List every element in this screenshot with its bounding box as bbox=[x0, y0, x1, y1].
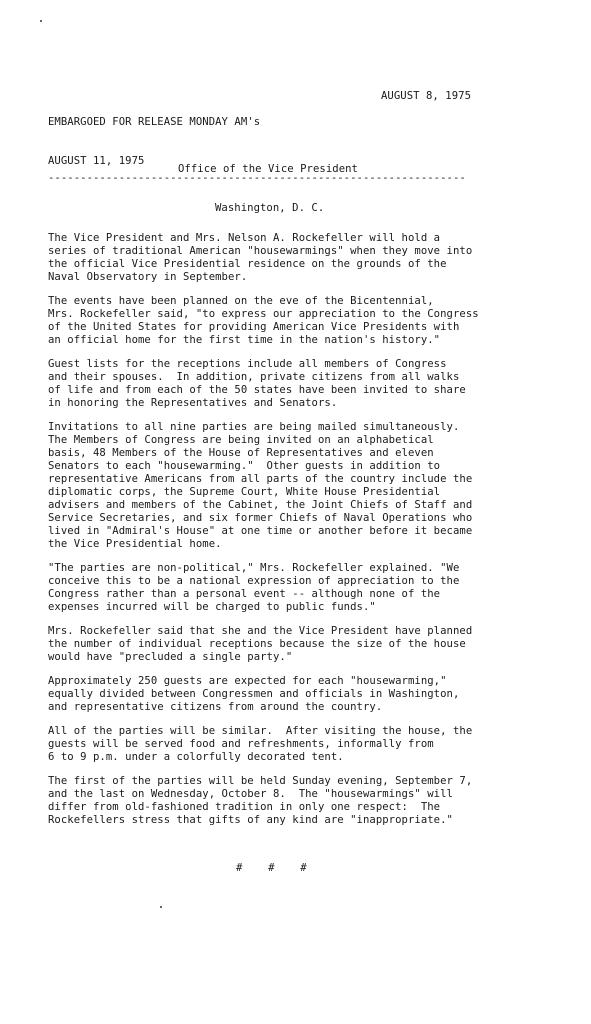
end-mark: # # # bbox=[236, 862, 307, 874]
paragraph-line: differ from old-fashioned tradition in only one respect: The bbox=[48, 801, 441, 813]
separator-rule: ----------------------------------------------------------------- bbox=[48, 172, 466, 184]
release-date: AUGUST 8, 1975 bbox=[381, 90, 471, 102]
paragraph-line: advisers and members of the Cabinet, the Joint Chiefs of Staff and bbox=[48, 499, 473, 511]
embargo-line-2: AUGUST 11, 1975 bbox=[48, 155, 145, 167]
embargo-line-1: EMBARGOED FOR RELEASE MONDAY AM's bbox=[48, 116, 261, 128]
paragraph-line: Guest lists for the receptions include all members of Congress bbox=[48, 358, 447, 370]
paragraph-line: Invitations to all nine parties are being mailed simultaneously. bbox=[48, 421, 460, 433]
body-paragraph bbox=[48, 295, 548, 347]
paragraph-line: Mrs. Rockefeller said that she and the Vice President have planned bbox=[48, 625, 473, 637]
body-paragraph bbox=[48, 232, 548, 284]
paragraph-line: an official home for the first time in the nation's history." bbox=[48, 334, 441, 346]
paragraph-line: the number of individual receptions because the size of the house bbox=[48, 638, 466, 650]
paragraph-line: 6 to 9 p.m. under a colorfully decorated tent. bbox=[48, 751, 344, 763]
body-paragraph bbox=[48, 358, 548, 410]
paragraph-line: Approximately 250 guests are expected for each "housewarming," bbox=[48, 675, 447, 687]
paragraph-line: Congress rather than a personal event -- although none of the bbox=[48, 588, 441, 600]
paragraph-line: lived in "Admiral's House" at one time or another before it became bbox=[48, 525, 473, 537]
paragraph-line: "The parties are non-political," Mrs. Rockefeller explained. "We bbox=[48, 562, 460, 574]
paragraph-line: and their spouses. In addition, private citizens from all walks bbox=[48, 371, 460, 383]
paragraph-line: basis, 48 Members of the House of Representatives and eleven bbox=[48, 447, 434, 459]
paragraph-line: The Members of Congress are being invited on an alphabetical bbox=[48, 434, 434, 446]
paragraph-line: expenses incurred will be charged to public funds." bbox=[48, 601, 376, 613]
scan-speck bbox=[40, 20, 42, 22]
paragraph-line: All of the parties will be similar. After visiting the house, the bbox=[48, 725, 473, 737]
scan-speck bbox=[160, 906, 162, 908]
paragraph-line: Service Secretaries, and six former Chiefs of Naval Operations who bbox=[48, 512, 473, 524]
office-heading bbox=[178, 137, 358, 241]
paragraph-line: series of traditional American "housewarmings" when they move into bbox=[48, 245, 473, 257]
press-release-body bbox=[48, 232, 548, 838]
paragraph-line: would have "precluded a single party." bbox=[48, 651, 293, 663]
paragraph-line: the official Vice Presidential residence on the grounds of the bbox=[48, 258, 447, 270]
paragraph-line: and representative citizens from around the country. bbox=[48, 701, 383, 713]
paragraph-line: equally divided between Congressmen and officials in Washington, bbox=[48, 688, 460, 700]
paragraph-line: Senators to each "housewarming." Other guests in addition to bbox=[48, 460, 441, 472]
paragraph-line: representative Americans from all parts of the country include the bbox=[48, 473, 473, 485]
body-paragraph bbox=[48, 562, 548, 614]
paragraph-line: diplomatic corps, the Supreme Court, White House Presidential bbox=[48, 486, 441, 498]
paragraph-line: Rockefellers stress that gifts of any kind are "inappropriate." bbox=[48, 814, 453, 826]
paragraph-line: guests will be served food and refreshments, informally from bbox=[48, 738, 434, 750]
paragraph-line: conceive this to be a national expression of appreciation to the bbox=[48, 575, 460, 587]
paragraph-line: The first of the parties will be held Sunday evening, September 7, bbox=[48, 775, 473, 787]
body-paragraph bbox=[48, 775, 548, 827]
paragraph-line: The Vice President and Mrs. Nelson A. Rockefeller will hold a bbox=[48, 232, 441, 244]
paragraph-line: and the last on Wednesday, October 8. The "housewarmings" will bbox=[48, 788, 453, 800]
office-location: Washington, D. C. bbox=[215, 202, 325, 214]
office-title: Office of the Vice President bbox=[178, 163, 358, 175]
paragraph-line: Naval Observatory in September. bbox=[48, 271, 248, 283]
paragraph-line: The events have been planned on the eve of the Bicentennial, bbox=[48, 295, 434, 307]
paragraph-line: of the United States for providing American Vice Presidents with bbox=[48, 321, 460, 333]
paragraph-line: in honoring the Representatives and Senators. bbox=[48, 397, 338, 409]
paragraph-line: of life and from each of the 50 states have been invited to share bbox=[48, 384, 466, 396]
body-paragraph bbox=[48, 675, 548, 714]
body-paragraph bbox=[48, 725, 548, 764]
paragraph-line: Mrs. Rockefeller said, "to express our appreciation to the Congress bbox=[48, 308, 479, 320]
paragraph-line: the Vice Presidential home. bbox=[48, 538, 222, 550]
body-paragraph bbox=[48, 625, 548, 664]
body-paragraph bbox=[48, 421, 548, 551]
